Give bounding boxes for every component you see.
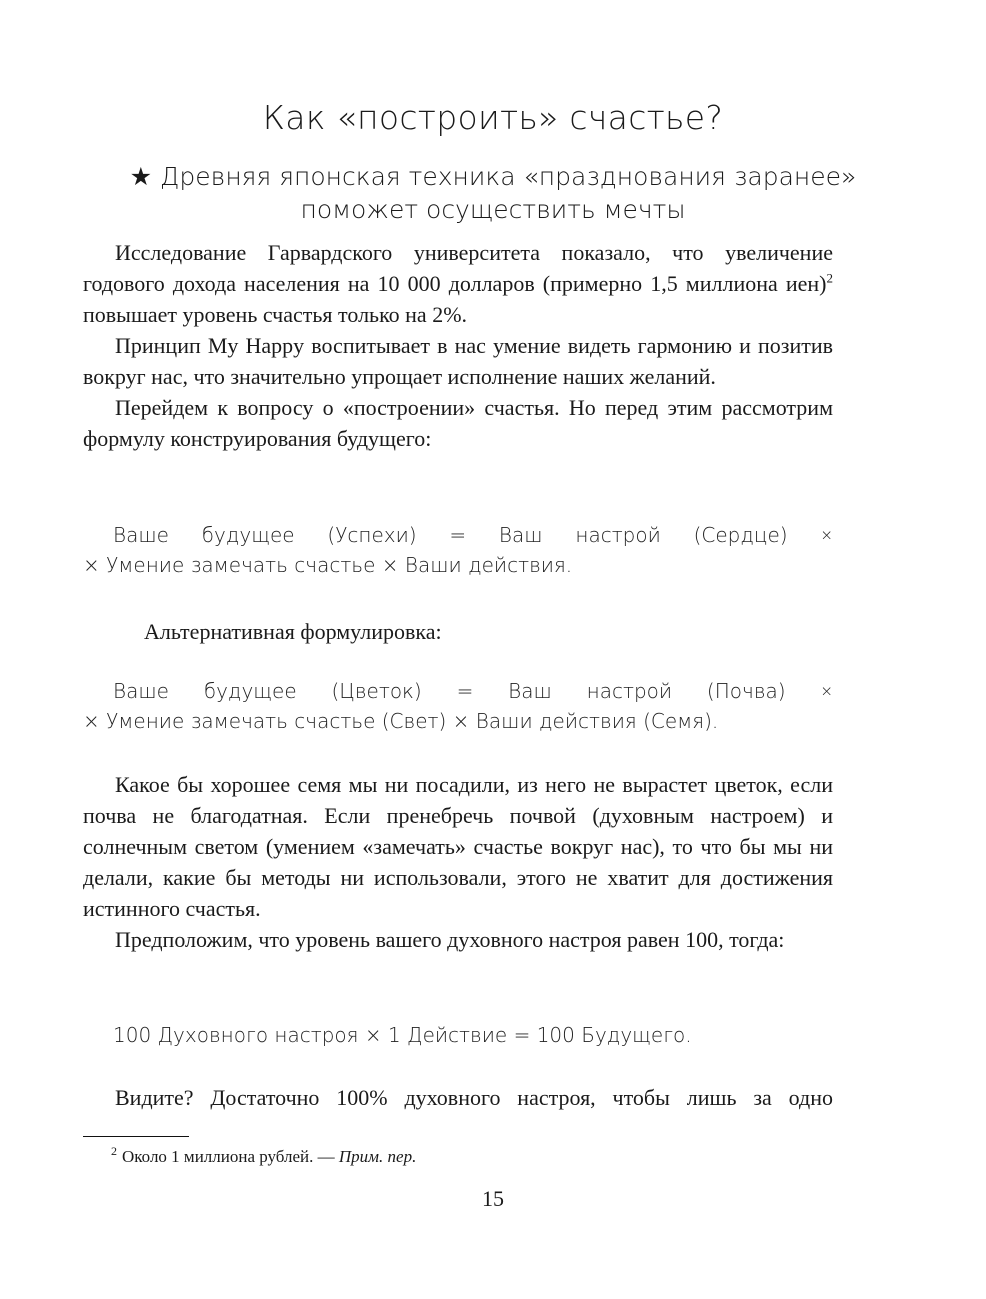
paragraph-suppose: Предположим, что уровень вашего духовного настроя равен 100, тогда:	[115, 927, 785, 952]
chapter-subtitle	[0, 160, 986, 226]
formula-line-1: Ваше будущее (Цветок) = Ваш настрой (Почва) ×	[113, 679, 833, 703]
paragraph-see: Видите? Достаточно 100% духовного настроя, чтобы лишь за одно	[115, 1085, 833, 1110]
footnote-number: 2	[111, 1144, 117, 1159]
subtitle-line-1: ★ Древняя японская техника «празднования заранее»	[129, 162, 857, 191]
paragraph-seed-soil: Какое бы хорошее семя мы ни посадили, из него не вырастет цветок, если почва не благодатная. Если пренебречь почвой (духовным настроем) и солнечным светом (умением «замечать» счастье вокруг нас), то что бы мы ни делали, какие бы методы ни использовали, этого не хватит для достижения истинного счастья.	[83, 772, 833, 921]
continuation-section	[83, 1082, 833, 1113]
alternative-formula-label: Альтернативная формулировка:	[144, 619, 442, 644]
formula-future	[83, 520, 833, 580]
page-number: 15	[482, 1186, 504, 1211]
formula-line-1: Ваше будущее (Успехи) = Ваш настрой (Сердце) ×	[113, 523, 833, 547]
formula-example: 100 Духовного настроя × 1 Действие = 100 Будущего.	[113, 1023, 692, 1047]
paragraph-formula-intro: Перейдем к вопросу о «построении» счастья. Но перед этим рассмотрим формулу конструирования будущего:	[83, 395, 833, 451]
footnote	[111, 1144, 417, 1167]
formula-line-2: × Умение замечать счастье × Ваши действия.	[83, 553, 573, 577]
footnote-ref[interactable]: 2	[826, 270, 833, 286]
subtitle-line-2: поможет осуществить мечты	[300, 195, 686, 224]
formula-flower	[83, 676, 833, 736]
footnote-divider	[83, 1136, 189, 1137]
footnote-text: Около 1 миллиона рублей. —	[122, 1147, 339, 1166]
formula-line-2: × Умение замечать счастье (Свет) × Ваши действия (Семя).	[83, 709, 719, 733]
explanation-section	[83, 769, 833, 955]
chapter-title: Как «построить» счастье?	[262, 98, 724, 137]
paragraph-harvard-study: Исследование Гарвардского университета показало, что увеличение годового дохода населения на 10 000 долларов (примерно 1,5 миллиона иен)$^2$ повышает уровень счастья только на 2%.	[83, 240, 833, 327]
footnote-translator-note: Прим. пер.	[338, 1147, 417, 1166]
intro-section	[83, 237, 833, 454]
paragraph-my-happy: Принцип My Happy воспитывает в нас умение видеть гармонию и позитив вокруг нас, что значительно упрощает исполнение наших желаний.	[83, 333, 833, 389]
